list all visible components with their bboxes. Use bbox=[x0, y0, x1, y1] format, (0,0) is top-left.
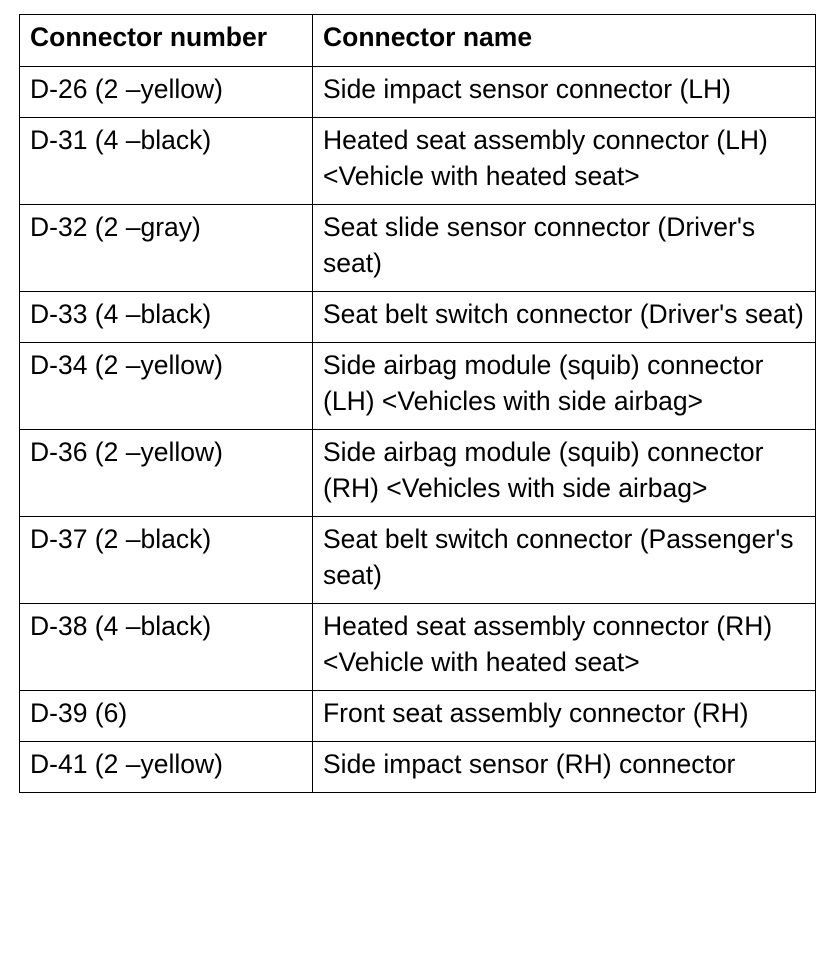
connector-name-cell: Side airbag module (squib) connector (RH) <Vehicles with side airbag> bbox=[313, 430, 816, 517]
connector-name-cell: Side impact sensor connector (LH) bbox=[313, 67, 816, 118]
table-row bbox=[20, 292, 816, 343]
connector-number-cell: D-33 (4 –black) bbox=[20, 292, 313, 343]
table-row bbox=[20, 691, 816, 742]
connector-number-cell: D-39 (6) bbox=[20, 691, 313, 742]
connector-number-cell: D-37 (2 –black) bbox=[20, 517, 313, 604]
connector-name-cell: Heated seat assembly connector (RH) <Vehicle with heated seat> bbox=[313, 604, 816, 691]
connector-name-cell: Seat belt switch connector (Driver's seat) bbox=[313, 292, 816, 343]
connector-number-cell: D-36 (2 –yellow) bbox=[20, 430, 313, 517]
connector-name-cell: Front seat assembly connector (RH) bbox=[313, 691, 816, 742]
connector-table-container bbox=[19, 14, 815, 793]
column-header-connector-name: Connector name bbox=[313, 15, 816, 67]
table-row bbox=[20, 604, 816, 691]
table-row bbox=[20, 205, 816, 292]
connector-name-cell: Side airbag module (squib) connector (LH) <Vehicles with side airbag> bbox=[313, 343, 816, 430]
connector-number-cell: D-31 (4 –black) bbox=[20, 118, 313, 205]
connector-number-cell: D-34 (2 –yellow) bbox=[20, 343, 313, 430]
connector-name-cell: Seat slide sensor connector (Driver's seat) bbox=[313, 205, 816, 292]
table-row bbox=[20, 517, 816, 604]
connector-table bbox=[19, 14, 816, 793]
table-row bbox=[20, 118, 816, 205]
column-header-connector-number: Connector number bbox=[20, 15, 313, 67]
connector-number-cell: D-26 (2 –yellow) bbox=[20, 67, 313, 118]
connector-name-cell: Seat belt switch connector (Passenger's seat) bbox=[313, 517, 816, 604]
connector-number-cell: D-32 (2 –gray) bbox=[20, 205, 313, 292]
connector-name-cell: Side impact sensor (RH) connector bbox=[313, 742, 816, 793]
table-row bbox=[20, 343, 816, 430]
table-header-row bbox=[20, 15, 816, 67]
table-row bbox=[20, 742, 816, 793]
table-row bbox=[20, 67, 816, 118]
connector-name-cell: Heated seat assembly connector (LH) <Vehicle with heated seat> bbox=[313, 118, 816, 205]
connector-number-cell: D-41 (2 –yellow) bbox=[20, 742, 313, 793]
table-row bbox=[20, 430, 816, 517]
connector-number-cell: D-38 (4 –black) bbox=[20, 604, 313, 691]
